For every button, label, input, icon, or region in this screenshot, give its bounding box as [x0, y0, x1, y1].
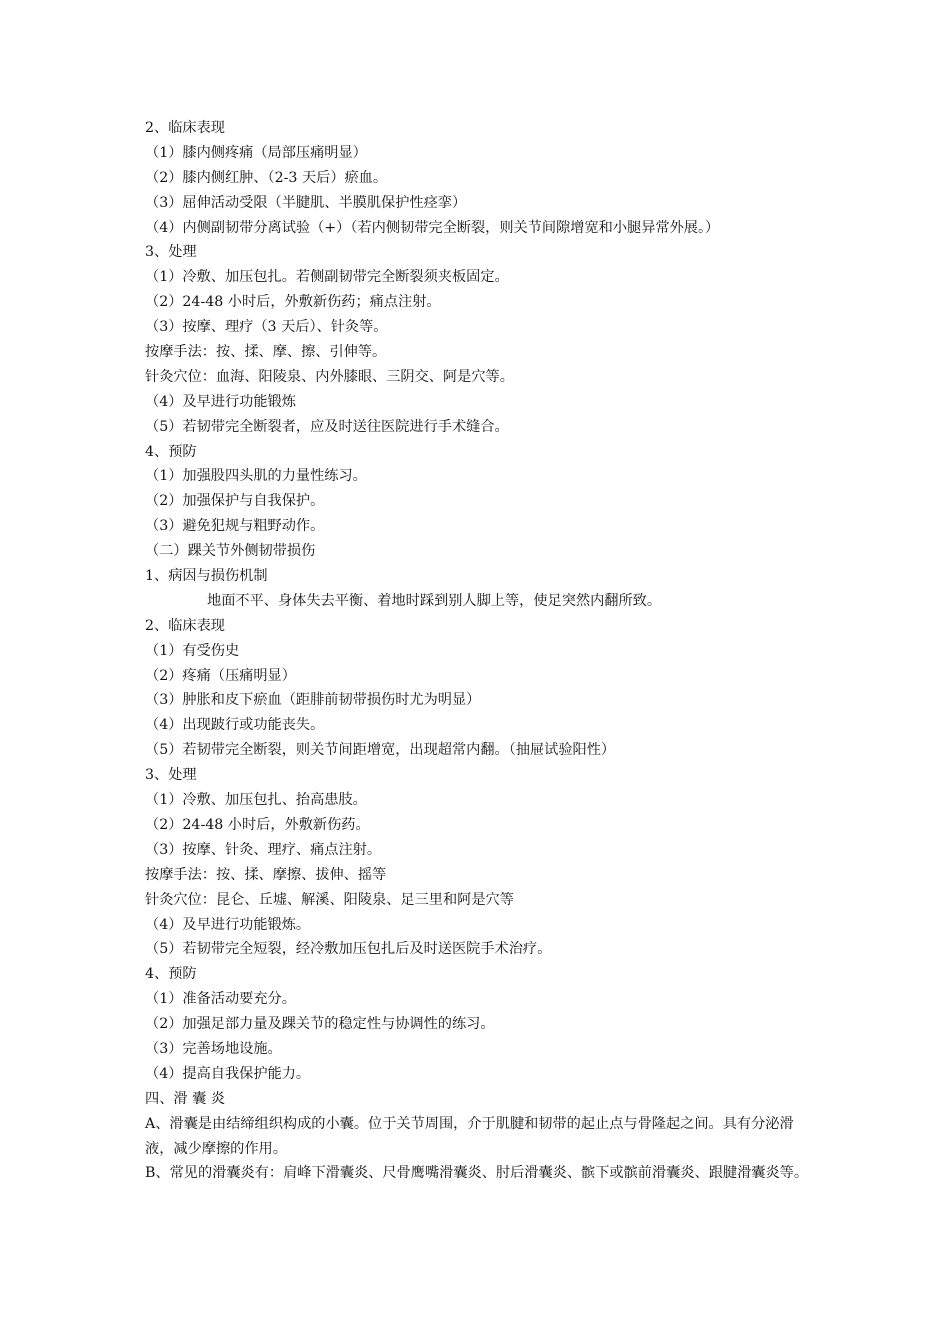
- section-heading: 2、临床表现: [145, 617, 225, 634]
- list-item: （3）完善场地设施。: [145, 1040, 282, 1057]
- list-item: （2）24-48 小时后，外敷新伤药。: [145, 816, 370, 833]
- list-item: （4）及早进行功能锻炼: [145, 393, 296, 410]
- list-item: （1）准备活动要充分。: [145, 991, 296, 1008]
- subsection-heading: （二）踝关节外侧韧带损伤: [145, 543, 316, 560]
- paragraph: B、常见的滑囊炎有：肩峰下滑囊炎、尺骨鹰嘴滑囊炎、肘后滑囊炎、髌下或髌前滑囊炎、跟腱滑囊炎等。: [145, 1165, 809, 1182]
- text-line: 针灸穴位：血海、阳陵泉、内外膝眼、三阴交、阿是穴等。: [145, 368, 514, 385]
- section-heading: 4、预防: [145, 443, 197, 460]
- list-item: （1）有受伤史: [145, 642, 240, 659]
- text-line: 地面不平、身体失去平衡、着地时踩到别人脚上等，使足突然内翻所致。: [207, 592, 662, 609]
- text-line: 按摩手法：按、揉、摩、擦、引伸等。: [145, 344, 387, 361]
- list-item: （1）膝内侧疼痛（局部压痛明显）: [145, 144, 367, 161]
- list-item: （3）避免犯规与粗野动作。: [145, 518, 325, 535]
- list-item: （2）加强足部力量及踝关节的稳定性与协调性的练习。: [145, 1016, 495, 1033]
- list-item: （3）肿胀和皮下瘀血（距腓前韧带损伤时尤为明显）: [145, 692, 481, 709]
- document-body: [145, 116, 810, 1186]
- list-item: （3）屈伸活动受限（半腱肌、半膜肌保护性痉挛）: [145, 194, 467, 211]
- list-item: （1）冷敷、加压包扎。若侧副韧带完全断裂须夹板固定。: [145, 269, 509, 286]
- list-item: （4）提高自我保护能力。: [145, 1065, 311, 1082]
- list-item: （3）按摩、针灸、理疗、痛点注射。: [145, 841, 382, 858]
- list-item: （3）按摩、理疗（3 天后）、针灸等。: [145, 319, 388, 336]
- text-line: 针灸穴位：昆仑、丘墟、解溪、阳陵泉、足三里和阿是穴等: [145, 891, 514, 908]
- list-item: （2）膝内侧红肿、（2-3 天后）瘀血。: [145, 169, 388, 186]
- list-item: （4）出现跛行或功能丧失。: [145, 717, 325, 734]
- section-heading: 4、预防: [145, 966, 197, 983]
- list-item: （5）若韧带完全断裂，则关节间距增宽，出现超常内翻。（抽屉试验阳性）: [145, 742, 616, 759]
- list-item: （5）若韧带完全断裂者，应及时送往医院进行手术缝合。: [145, 418, 509, 435]
- list-item: （4）及早进行功能锻炼。: [145, 916, 311, 933]
- section-heading: 3、处理: [145, 244, 197, 261]
- section-heading: 2、临床表现: [145, 120, 225, 136]
- paragraph: A、滑囊是由结缔组织构成的小囊。位于关节周围，介于肌腱和韧带的起止点与骨隆起之间。具有分泌滑液，减少摩擦的作用。: [145, 1115, 794, 1157]
- chapter-heading: 四、滑 囊 炎: [145, 1090, 225, 1107]
- text-line: 按摩手法：按、揉、摩擦、拔伸、摇等: [145, 866, 387, 883]
- list-item: （2）疼痛（压痛明显）: [145, 667, 296, 684]
- list-item: （2）加强保护与自我保护。: [145, 493, 325, 510]
- list-item: （4）内侧副韧带分离试验（+）（若内侧韧带完全断裂，则关节间隙增宽和小腿异常外展。）: [145, 219, 720, 236]
- list-item: （5）若韧带完全短裂，经冷敷加压包扎后及时送医院手术治疗。: [145, 941, 552, 958]
- list-item: （1）加强股四头肌的力量性练习。: [145, 468, 367, 485]
- list-item: （1）冷敷、加压包扎、抬高患肢。: [145, 792, 367, 809]
- list-item: （2）24-48 小时后，外敷新伤药；痛点注射。: [145, 294, 441, 311]
- section-heading: 3、处理: [145, 767, 197, 784]
- section-heading: 1、病因与损伤机制: [145, 568, 268, 585]
